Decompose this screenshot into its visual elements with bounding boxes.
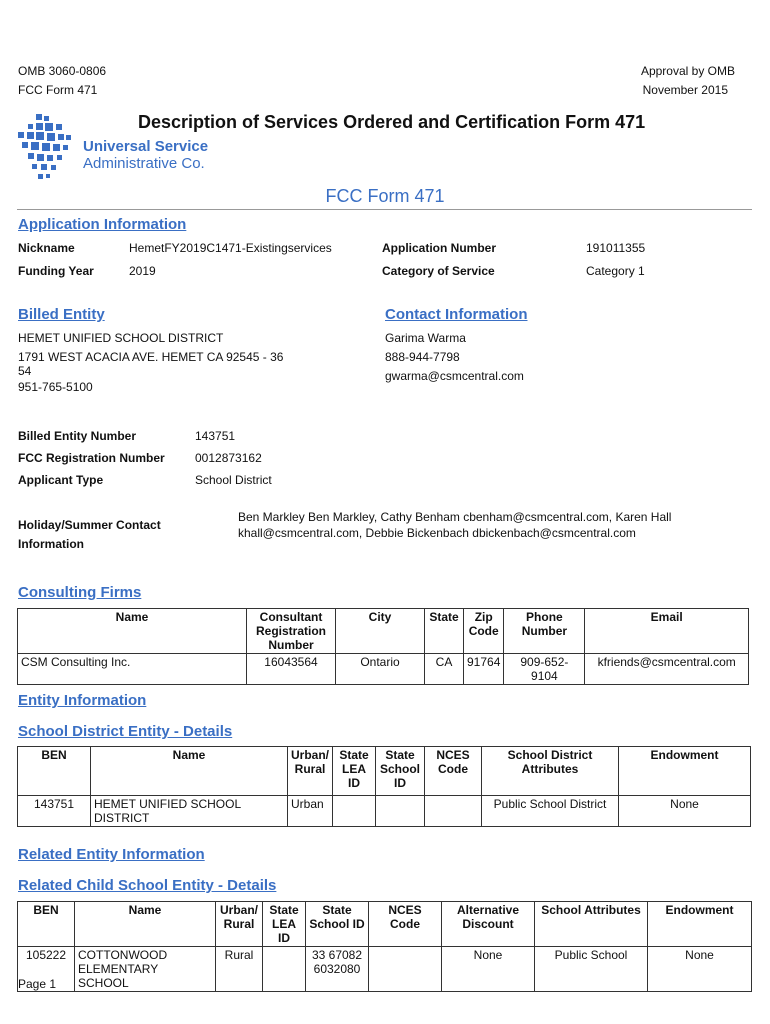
fcc-registration-label: FCC Registration Number <box>18 451 165 465</box>
col-endowment: Endowment <box>619 747 751 796</box>
cell-endowment: None <box>619 796 751 827</box>
contact-phone: 888-944-7798 <box>385 350 460 364</box>
contact-name: Garima Warma <box>385 331 466 345</box>
entity-info-heading: Entity Information <box>18 692 147 709</box>
school-district-heading: School District Entity - Details <box>18 723 233 740</box>
approval-date: November 2015 <box>642 83 728 97</box>
omb-number: OMB 3060-0806 <box>18 64 107 78</box>
cell-urban-rural: Rural <box>216 947 263 992</box>
cell-zip: 91764 <box>464 654 504 685</box>
cell-phone: 909-652-9104 <box>504 654 585 685</box>
contact-email: gwarma@csmcentral.com <box>385 369 524 383</box>
form-number: FCC Form 471 <box>18 83 98 97</box>
cell-email: kfriends@csmcentral.com <box>585 654 749 685</box>
related-entity-heading: Related Entity Information <box>18 846 205 863</box>
col-registration: Consultant Registration Number <box>247 609 336 654</box>
usac-logo-icon <box>14 112 78 184</box>
page-number: Page 1 <box>18 977 57 991</box>
cell-state-lea <box>333 796 376 827</box>
col-urban-rural: Urban/ Rural <box>288 747 333 796</box>
col-ben: BEN <box>18 902 75 947</box>
col-nces: NCES Code <box>369 902 442 947</box>
col-ben: BEN <box>18 747 91 796</box>
billed-entity-heading: Billed Entity <box>18 306 105 323</box>
applicant-type-label: Applicant Type <box>18 473 104 487</box>
col-endowment: Endowment <box>648 902 752 947</box>
consulting-table <box>17 608 749 685</box>
col-name: Name <box>91 747 288 796</box>
funding-year-value: 2019 <box>129 264 156 278</box>
cell-nces <box>425 796 482 827</box>
cell-name: CSM Consulting Inc. <box>18 654 247 685</box>
col-name: Name <box>18 609 247 654</box>
cell-alt-discount: None <box>442 947 535 992</box>
billed-entity-name: HEMET UNIFIED SCHOOL DISTRICT <box>18 331 224 345</box>
consulting-heading: Consulting Firms <box>18 584 142 601</box>
document-title: Description of Services Ordered and Certification Form 471 <box>138 112 646 132</box>
cell-name: COTTONWOOD ELEMENTARY SCHOOL <box>75 947 216 992</box>
child-school-table <box>17 901 752 992</box>
cell-city: Ontario <box>336 654 425 685</box>
cell-ben: 105222 <box>18 947 75 992</box>
cell-ben: 143751 <box>18 796 91 827</box>
nickname-value: HemetFY2019C1471-Existingservices <box>129 241 332 255</box>
category-value: Category 1 <box>586 264 645 278</box>
col-urban-rural: Urban/ Rural <box>216 902 263 947</box>
holiday-contact-value-1: Ben Markley Ben Markley, Cathy Benham cbenham@csmcentral.com, Karen Hall <box>238 510 672 524</box>
col-state: State <box>425 609 464 654</box>
col-name: Name <box>75 902 216 947</box>
cell-nces <box>369 947 442 992</box>
col-email: Email <box>585 609 749 654</box>
table-row <box>18 796 751 827</box>
col-nces: NCES Code <box>425 747 482 796</box>
holiday-contact-label-2: Information <box>18 537 84 551</box>
table-row <box>18 654 749 685</box>
cell-registration: 16043564 <box>247 654 336 685</box>
col-city: City <box>336 609 425 654</box>
approval-text: Approval by OMB <box>640 64 735 78</box>
cell-state-lea <box>263 947 306 992</box>
cell-state: CA <box>425 654 464 685</box>
col-school-attributes: School Attributes <box>535 902 648 947</box>
table-row <box>18 947 752 992</box>
billed-entity-phone: 951-765-5100 <box>18 380 93 394</box>
billed-entity-address-2: 54 <box>18 364 32 378</box>
logo-line-2: Administrative Co. <box>83 155 205 172</box>
cell-attributes: Public School District <box>482 796 619 827</box>
funding-year-label: Funding Year <box>18 264 94 278</box>
school-district-table <box>17 746 751 827</box>
nickname-label: Nickname <box>18 241 75 255</box>
cell-state-school: 33 67082 6032080 <box>306 947 369 992</box>
col-state-lea: State LEA ID <box>263 902 306 947</box>
application-heading: Application Information <box>18 216 187 233</box>
billed-entity-number-value: 143751 <box>195 429 236 443</box>
cell-urban-rural: Urban <box>288 796 333 827</box>
col-attributes: School District Attributes <box>482 747 619 796</box>
col-phone: Phone Number <box>504 609 585 654</box>
col-state-lea: State LEA ID <box>333 747 376 796</box>
applicant-type-value: School District <box>195 473 272 487</box>
contact-heading: Contact Information <box>385 306 528 323</box>
col-zip: Zip Code <box>464 609 504 654</box>
child-school-heading: Related Child School Entity - Details <box>18 877 277 894</box>
application-number-value: 191011355 <box>586 241 646 255</box>
col-state-school: State School ID <box>376 747 425 796</box>
category-label: Category of Service <box>382 264 495 278</box>
cell-endowment: None <box>648 947 752 992</box>
billed-entity-address-1: 1791 WEST ACACIA AVE. HEMET CA 92545 - 36 <box>18 350 284 364</box>
billed-entity-number-label: Billed Entity Number <box>18 429 137 443</box>
cell-school-attributes: Public School <box>535 947 648 992</box>
holiday-contact-label-1: Holiday/Summer Contact <box>18 518 161 532</box>
cell-state-school <box>376 796 425 827</box>
col-alt-discount: Alternative Discount <box>442 902 535 947</box>
fcc-registration-value: 0012873162 <box>195 451 262 465</box>
form-title: FCC Form 471 <box>325 186 445 206</box>
application-number-label: Application Number <box>382 241 497 255</box>
title-divider <box>17 209 752 210</box>
col-state-school: State School ID <box>306 902 369 947</box>
logo-line-1: Universal Service <box>83 138 209 155</box>
holiday-contact-value-2: khall@csmcentral.com, Debbie Bickenbach dbickenbach@csmcentral.com <box>238 526 636 540</box>
cell-name: HEMET UNIFIED SCHOOL DISTRICT <box>91 796 288 827</box>
